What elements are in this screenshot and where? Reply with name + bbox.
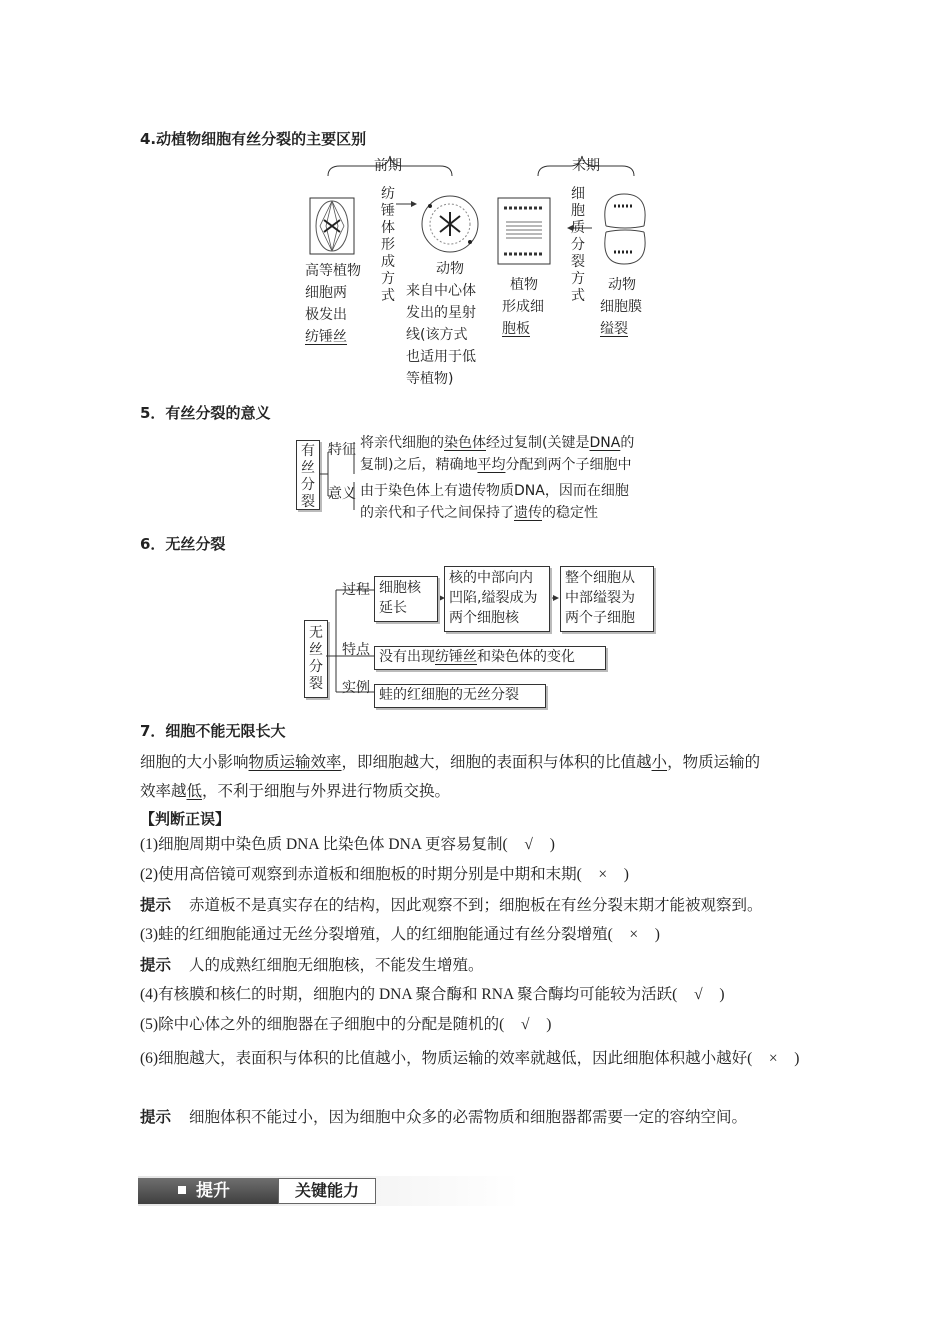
check-icon: √ <box>694 986 703 1003</box>
judge-item-3: (3)蛙的红细胞能通过无丝分裂增殖，人的红细胞能通过有丝分裂增殖( × ) <box>140 924 660 946</box>
check-icon: √ <box>520 1016 530 1033</box>
spindle-way-vertical: 纺 锤 体 形 成 方 式 <box>381 186 395 304</box>
judge-item-1: (1)细胞周期中染色质 DNA 比染色体 DNA 更容易复制( √ ) <box>140 834 555 856</box>
section5-heading: 5．有丝分裂的意义 <box>140 404 271 422</box>
s6-feature-box: 没有出现纺锤丝和染色体的变化 <box>374 646 606 670</box>
cross-icon: × <box>629 926 639 943</box>
square-bullet-icon <box>178 1186 186 1194</box>
s6-process-box1: 细胞核 延长 <box>374 576 438 622</box>
s5-meaning-label: 意义 <box>328 486 356 502</box>
banner-left: 提升 <box>138 1178 278 1204</box>
cytoplasm-way-vertical: 细 胞 质 分 裂 方 式 <box>571 186 585 304</box>
cross-icon: × <box>598 866 608 883</box>
prophase-label: 前期 <box>374 158 402 174</box>
plant-telophase-cell-icon <box>498 198 550 264</box>
mitosis-diagram <box>300 150 660 270</box>
plant-prophase-text: 高等植物 细胞两 极发出 纺锤丝 <box>305 263 361 345</box>
amitosis-root-box: 无 丝 分 裂 <box>304 620 328 698</box>
judge-item-6: (6)细胞越大，表面积与体积的比值越小，物质运输的效率就越低，因此细胞体积越小越好( × ) <box>140 1044 820 1074</box>
hint-6: 提示 细胞体积不能过小，因为细胞中众多的必需物质和细胞器都需要一定的容纳空间。 <box>140 1108 748 1126</box>
section7-heading: 7．细胞不能无限长大 <box>140 722 286 740</box>
s6-example-label: 实例 <box>342 680 370 696</box>
animal-telophase-cell-icon <box>605 194 645 264</box>
judge-heading: 【判断正误】 <box>140 810 231 828</box>
judge-item-2: (2)使用高倍镜可观察到赤道板和细胞板的时期分别是中期和末期( × ) <box>140 864 629 886</box>
s5-feature-label: 特征 <box>328 442 356 458</box>
plant-telophase-text: 植物 形成细 胞板 <box>502 277 544 337</box>
cross-icon: × <box>768 1050 778 1067</box>
animal-prophase-text: 动物 来自中心体 发出的星射 线(该方式 也适用于低 等植物) <box>406 261 476 387</box>
s7-paragraph: 细胞的大小影响物质运输效率，即细胞越大，细胞的表面积与体积的比值越小，物质运输的 效率越低，不利于细胞与外界进行物质交换。 <box>140 753 761 800</box>
s6-process-box3: 整个细胞从 中部缢裂为 两个子细胞 <box>560 566 654 632</box>
s6-process-box2: 核的中部向内 凹陷,缢裂成为 两个细胞核 <box>444 566 550 632</box>
s6-example-box: 蛙的红细胞的无丝分裂 <box>374 684 546 708</box>
section-banner <box>138 1176 520 1206</box>
section6-heading: 6．无丝分裂 <box>140 535 226 553</box>
s6-feature-label: 特点 <box>342 642 370 658</box>
s5-feature-text: 将亲代细胞的染色体经过复制(关键是DNA的 复制)之后，精确地平均分配到两个子细胞中 <box>360 435 635 473</box>
mitosis-root-box: 有 丝 分 裂 <box>296 440 320 510</box>
plant-prophase-cell-icon <box>310 198 354 254</box>
judge-item-5: (5)除中心体之外的细胞器在子细胞中的分配是随机的( √ ) <box>140 1014 551 1036</box>
animal-prophase-cell-icon <box>422 196 478 252</box>
animal-telophase-text: 动物 细胞膜 缢裂 <box>600 277 642 337</box>
banner-right: 关键能力 <box>278 1178 376 1204</box>
check-icon: √ <box>524 836 533 853</box>
hint-2: 提示 赤道板不是真实存在的结构，因此观察不到；细胞板在有丝分裂末期才能被观察到。 <box>140 896 763 914</box>
section4-heading: 4.动植物细胞有丝分裂的主要区别 <box>140 130 367 148</box>
s6-process-label: 过程 <box>342 582 370 598</box>
hint-3: 提示 人的成熟红细胞无细胞核，不能发生增殖。 <box>140 956 484 974</box>
judge-item-4: (4)有核膜和核仁的时期，细胞内的 DNA 聚合酶和 RNA 聚合酶均可能较为活跃( √ ) <box>140 984 725 1006</box>
s5-meaning-text: 由于染色体上有遗传物质DNA，因而在细胞 的亲代和子代之间保持了遗传的稳定性 <box>360 483 629 521</box>
telophase-label: 末期 <box>572 158 600 174</box>
